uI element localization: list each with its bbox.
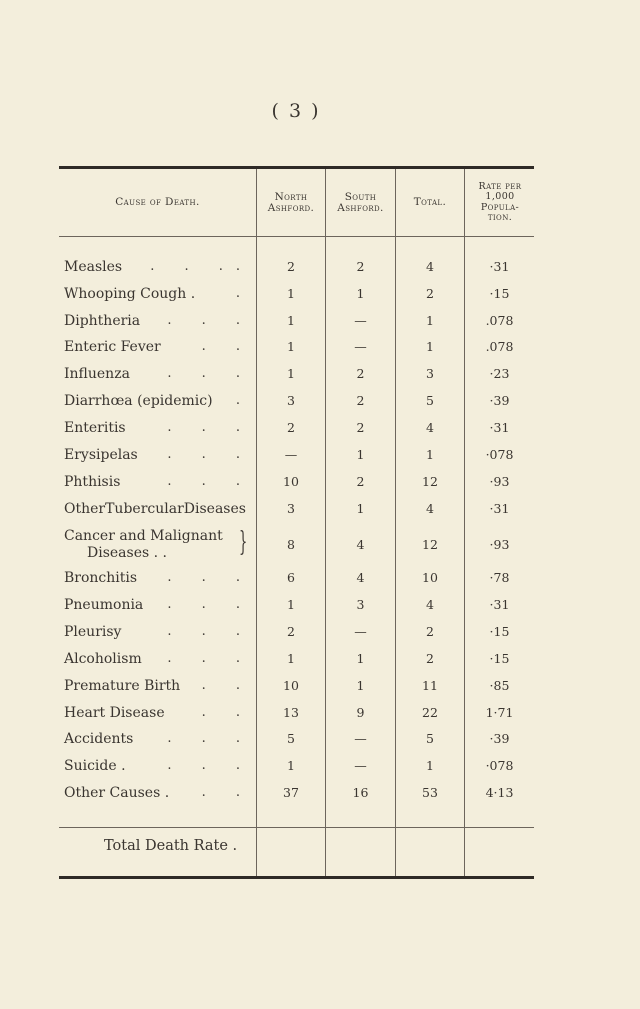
table-bottom-rule <box>59 876 534 879</box>
cause-of-death: Pneumonia <box>64 597 144 613</box>
rate-value: ·93 <box>489 537 510 552</box>
total-value: 3 <box>426 366 434 381</box>
total-value: 2 <box>426 286 434 301</box>
leader-dots: . . <box>201 678 253 693</box>
header-north-ashford: North Ashford. <box>267 190 315 214</box>
rate-value: 4·13 <box>485 785 514 800</box>
cause-of-death: Whooping Cough . <box>64 286 196 302</box>
cause-of-death <box>64 528 254 562</box>
south-ashford-value: — <box>354 731 367 746</box>
header-total: Total. <box>413 196 447 208</box>
total-value: 2 <box>426 651 434 666</box>
north-ashford-value: 8 <box>287 537 295 552</box>
total-row-rule <box>59 827 534 828</box>
rate-value: ·31 <box>489 259 510 274</box>
leader-dots: . . <box>201 705 253 720</box>
rate-value: .078 <box>485 313 514 328</box>
south-ashford-value: 1 <box>356 501 365 516</box>
leader-dots: . . <box>201 339 253 354</box>
cause-line-2: Diseases . . <box>87 545 167 561</box>
table-row <box>59 334 534 360</box>
rate-value: ·15 <box>489 286 510 301</box>
cause-of-death: Accidents <box>64 731 134 747</box>
rate-value: ·39 <box>489 393 510 408</box>
leader-dots: . . . <box>167 651 253 666</box>
south-ashford-value: — <box>354 339 367 354</box>
table-row <box>59 496 534 522</box>
total-value: 1 <box>426 447 434 462</box>
rate-value: ·31 <box>489 420 510 435</box>
table-row <box>59 281 534 307</box>
cause-of-death: Enteritis <box>64 420 126 436</box>
total-value: 4 <box>426 501 434 516</box>
south-ashford-value: 9 <box>356 705 365 720</box>
table-row <box>59 619 534 645</box>
north-ashford-value: 10 <box>283 678 299 693</box>
total-value: 4 <box>426 259 434 274</box>
table-row <box>59 415 534 441</box>
north-ashford-value: 1 <box>287 339 295 354</box>
table-row <box>59 780 534 806</box>
south-ashford-value: 2 <box>356 393 365 408</box>
north-ashford-value: 1 <box>287 597 295 612</box>
north-ashford-value: 1 <box>287 651 295 666</box>
rate-value: ·078 <box>485 758 514 773</box>
south-ashford-value: 1 <box>356 286 365 301</box>
leader-dots: . . . <box>167 474 253 489</box>
leader-dots: . . . <box>167 420 253 435</box>
south-ashford-value: 1 <box>356 651 365 666</box>
table-row <box>59 726 534 752</box>
rate-value: ·15 <box>489 651 510 666</box>
total-value: 11 <box>422 678 438 693</box>
total-value: 5 <box>426 393 434 408</box>
total-value: 1 <box>426 758 434 773</box>
rate-value: ·15 <box>489 624 510 639</box>
rate-value: ·31 <box>489 597 510 612</box>
rate-value: ·78 <box>489 570 510 585</box>
north-ashford-value: 3 <box>287 393 295 408</box>
north-ashford-value: 13 <box>283 705 299 720</box>
table-row <box>59 592 534 618</box>
south-ashford-value: 4 <box>356 570 365 585</box>
rate-value: ·23 <box>489 366 510 381</box>
total-value: 1 <box>426 313 434 328</box>
table-row <box>59 524 534 566</box>
page-number: ( 3 ) <box>271 100 321 122</box>
cause-of-death: Influenza <box>64 366 130 382</box>
total-value: 53 <box>422 785 438 800</box>
south-ashford-value: 2 <box>356 259 365 274</box>
leader-dots: . . . <box>167 597 253 612</box>
south-ashford-value: 2 <box>356 366 365 381</box>
total-value: 22 <box>422 705 438 720</box>
total-value: 4 <box>426 597 434 612</box>
total-value: 5 <box>426 731 434 746</box>
cause-of-death: Measles <box>64 259 123 275</box>
leader-dots: . . . <box>167 758 253 773</box>
north-ashford-value: 6 <box>287 570 295 585</box>
north-ashford-value: 37 <box>283 785 299 800</box>
header-south-ashford: South Ashford. <box>337 190 384 214</box>
total-value: 12 <box>422 474 438 489</box>
table-row <box>59 700 534 726</box>
north-ashford-value: 1 <box>287 286 295 301</box>
north-ashford-value: 10 <box>283 474 299 489</box>
table-row <box>59 308 534 334</box>
mortality-table <box>59 166 534 879</box>
north-ashford-value: 2 <box>287 420 295 435</box>
total-value: 10 <box>422 570 438 585</box>
north-ashford-value: 1 <box>287 366 295 381</box>
total-value: 1 <box>426 339 434 354</box>
north-ashford-value: 2 <box>287 259 295 274</box>
leader-dots: . . . <box>167 366 253 381</box>
south-ashford-value: 3 <box>356 597 365 612</box>
cause-of-death: Suicide . <box>64 758 126 774</box>
south-ashford-value: 2 <box>356 420 365 435</box>
table-row <box>59 442 534 468</box>
cause-of-death: Premature Birth <box>64 678 181 694</box>
leader-dots: . . . <box>167 447 253 462</box>
leader-dots: . <box>235 286 253 301</box>
south-ashford-value: — <box>354 758 367 773</box>
header-cause: Cause of Death. <box>115 196 200 208</box>
rate-value: ·85 <box>489 678 510 693</box>
total-value: 2 <box>426 624 434 639</box>
total-value: 4 <box>426 420 434 435</box>
cause-of-death: Bronchitis <box>64 570 138 586</box>
north-ashford-value: — <box>284 447 298 462</box>
leader-dots: . . . <box>167 731 253 746</box>
table-row <box>59 646 534 672</box>
leader-dots: . . . <box>167 624 253 639</box>
leader-dots: . . . <box>167 570 253 585</box>
cause-of-death: Alcoholism <box>64 651 142 667</box>
cause-of-death: Pleurisy <box>64 624 122 640</box>
cause-of-death: Diarrhœa (epidemic) <box>64 393 213 409</box>
rate-value: ·93 <box>489 474 510 489</box>
cause-line-1: Cancer and Malignant <box>64 528 223 544</box>
total-value: 12 <box>422 537 438 552</box>
north-ashford-value: 1 <box>287 758 295 773</box>
leader-dots: . . .. <box>150 259 253 274</box>
rate-value: ·31 <box>489 501 510 516</box>
table-row <box>59 469 534 495</box>
cause-of-death: Heart Disease <box>64 705 165 721</box>
table-row <box>59 361 534 387</box>
cause-of-death: OtherTubercularDiseases <box>64 501 246 517</box>
leader-dots: . . . <box>167 313 253 328</box>
north-ashford-value: 1 <box>287 313 295 328</box>
cause-of-death: Erysipelas <box>64 447 138 463</box>
cause-of-death: Enteric Fever <box>64 339 161 355</box>
rate-value: ·078 <box>485 447 514 462</box>
south-ashford-value: — <box>354 313 367 328</box>
south-ashford-value: 1 <box>356 678 365 693</box>
rate-value: ·39 <box>489 731 510 746</box>
table-row <box>59 254 534 280</box>
cause-of-death: Diphtheria <box>64 313 141 329</box>
rate-value: .078 <box>485 339 514 354</box>
leader-dots: . <box>235 393 253 408</box>
south-ashford-value: 2 <box>356 474 365 489</box>
south-ashford-value: 16 <box>352 785 369 800</box>
south-ashford-value: — <box>354 624 367 639</box>
table-row <box>59 673 534 699</box>
cause-of-death: Phthisis <box>64 474 121 490</box>
total-death-rate-label: Total Death Rate . <box>104 838 238 854</box>
header-bottom-rule <box>59 236 534 237</box>
south-ashford-value: 1 <box>356 447 365 462</box>
table-row <box>59 388 534 414</box>
header-rate: Rate per 1,000 Popula-tion. <box>478 180 522 223</box>
south-ashford-value: 4 <box>356 537 365 552</box>
table-row <box>59 753 534 779</box>
north-ashford-value: 2 <box>287 624 295 639</box>
north-ashford-value: 5 <box>287 731 295 746</box>
north-ashford-value: 3 <box>287 501 295 516</box>
table-row <box>59 565 534 591</box>
rate-value: 1·71 <box>485 705 514 720</box>
leader-dots: . . <box>201 785 253 800</box>
cause-of-death: Other Causes . <box>64 785 170 801</box>
brace-mark: } <box>239 527 248 559</box>
